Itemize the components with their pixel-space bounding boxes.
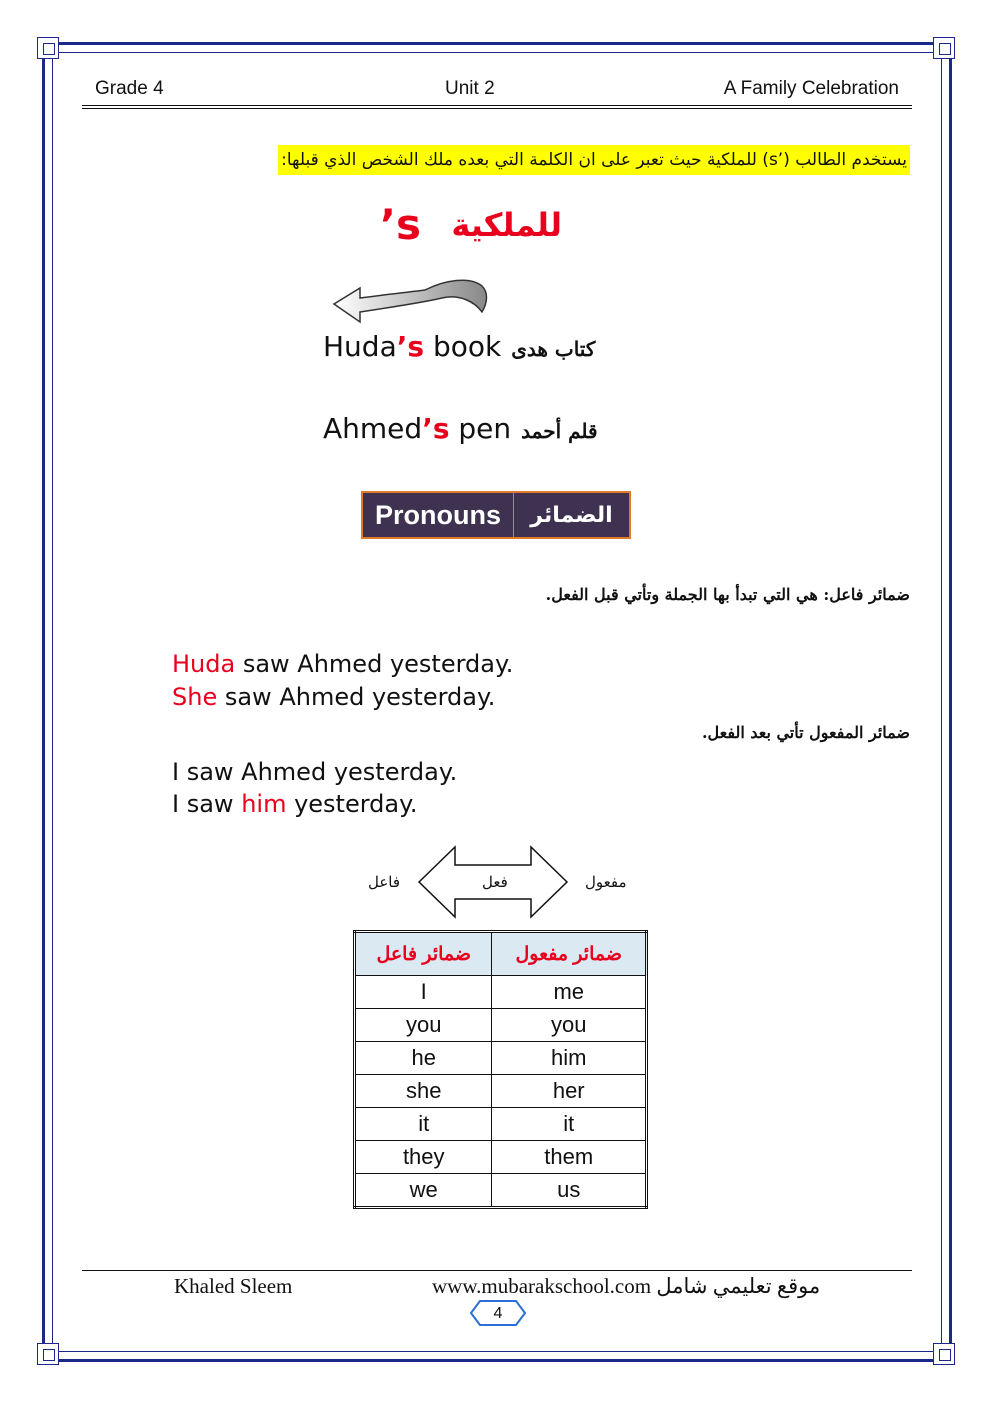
possessive-title bbox=[380, 200, 580, 260]
example-name: Huda bbox=[323, 330, 397, 363]
example-noun: book bbox=[432, 330, 502, 363]
table-row bbox=[355, 1042, 647, 1075]
table-row bbox=[355, 1141, 647, 1174]
subject-example-1 bbox=[172, 650, 513, 678]
table-cell: him bbox=[492, 1042, 647, 1075]
header-unit: Unit 2 bbox=[445, 78, 495, 99]
corner-ornament bbox=[37, 37, 59, 59]
header-divider bbox=[82, 105, 912, 106]
footer-divider bbox=[82, 1270, 912, 1271]
table-cell: us bbox=[492, 1174, 647, 1208]
table-row bbox=[355, 1174, 647, 1208]
object-example-2 bbox=[172, 790, 418, 818]
header-title: A Family Celebration bbox=[723, 78, 899, 99]
corner-ornament bbox=[37, 1343, 59, 1365]
table-header: ضمائر مفعول bbox=[492, 932, 647, 976]
table-cell: you bbox=[492, 1009, 647, 1042]
sentence-before: I saw Ahmed yesterday. bbox=[172, 758, 458, 786]
table-cell: we bbox=[355, 1174, 492, 1208]
corner-ornament bbox=[933, 37, 955, 59]
table-cell: them bbox=[492, 1141, 647, 1174]
page-number: 4 bbox=[493, 1305, 503, 1322]
table-cell: it bbox=[492, 1108, 647, 1141]
table-cell: it bbox=[355, 1108, 492, 1141]
arrow-label-subject: فاعل bbox=[368, 873, 401, 891]
table-cell: you bbox=[355, 1009, 492, 1042]
page-number-badge bbox=[470, 1300, 526, 1326]
table-cell: he bbox=[355, 1042, 492, 1075]
sentence-before: I saw bbox=[172, 790, 242, 818]
arrow-label-object: مفعول bbox=[585, 873, 627, 891]
object-pronoun-rule: ضمائر المفعول تأتي بعد الفعل. bbox=[701, 723, 910, 742]
highlight-word: him bbox=[241, 790, 287, 818]
example-suffix: ’s bbox=[422, 412, 450, 445]
pronouns-heading-box bbox=[361, 491, 631, 539]
example-name: Ahmed bbox=[323, 412, 423, 445]
table-row bbox=[355, 976, 647, 1009]
footer-site: www.mubarakschool.com موقع تعليمي شامل bbox=[432, 1274, 821, 1298]
subject-pronoun-rule: ضمائر فاعل: هي التي تبدأ بها الجملة وتأتي قبل الفعل. bbox=[545, 585, 910, 604]
sentence-rest: saw Ahmed yesterday. bbox=[217, 683, 496, 711]
subject-example-2 bbox=[172, 683, 495, 711]
possessive-symbol: ’s bbox=[380, 200, 421, 249]
pronouns-english: Pronouns bbox=[363, 493, 514, 537]
possessive-example-2 bbox=[323, 412, 598, 445]
intro-text: يستخدم الطالب (’s) للملكية حيث تعبر على ان الكلمة التي بعده ملك الشخص الذي قبلها: bbox=[278, 145, 910, 175]
sentence-rest: saw Ahmed yesterday. bbox=[235, 650, 514, 678]
footer-author: Khaled Sleem bbox=[174, 1274, 293, 1298]
example-arabic: قلم أحمد bbox=[521, 419, 598, 443]
possessive-arabic-title: للملكية bbox=[451, 206, 562, 244]
table-row bbox=[355, 1009, 647, 1042]
example-arabic: كتاب هدى bbox=[511, 337, 596, 361]
table-header-row bbox=[355, 932, 647, 976]
example-suffix: ’s bbox=[396, 330, 425, 363]
object-example-1 bbox=[172, 758, 457, 786]
highlight-word: She bbox=[172, 683, 218, 711]
table-header: ضمائر فاعل bbox=[355, 932, 492, 976]
sentence-after: yesterday. bbox=[286, 790, 418, 818]
header-divider bbox=[82, 108, 912, 109]
possessive-example-1 bbox=[323, 330, 595, 363]
table-cell: me bbox=[492, 976, 647, 1009]
table-cell: her bbox=[492, 1075, 647, 1108]
arrow-label-verb: فعل bbox=[482, 873, 508, 891]
pronoun-table bbox=[353, 930, 648, 1209]
table-cell: they bbox=[355, 1141, 492, 1174]
corner-ornament bbox=[933, 1343, 955, 1365]
curved-arrow-icon bbox=[330, 272, 490, 334]
pronouns-arabic: الضمائر bbox=[530, 502, 613, 528]
highlight-word: Huda bbox=[172, 650, 236, 678]
table-cell: I bbox=[355, 976, 492, 1009]
table-cell: she bbox=[355, 1075, 492, 1108]
table-row bbox=[355, 1075, 647, 1108]
header-grade: Grade 4 bbox=[95, 78, 164, 99]
table-row bbox=[355, 1108, 647, 1141]
example-noun: pen bbox=[458, 412, 512, 445]
